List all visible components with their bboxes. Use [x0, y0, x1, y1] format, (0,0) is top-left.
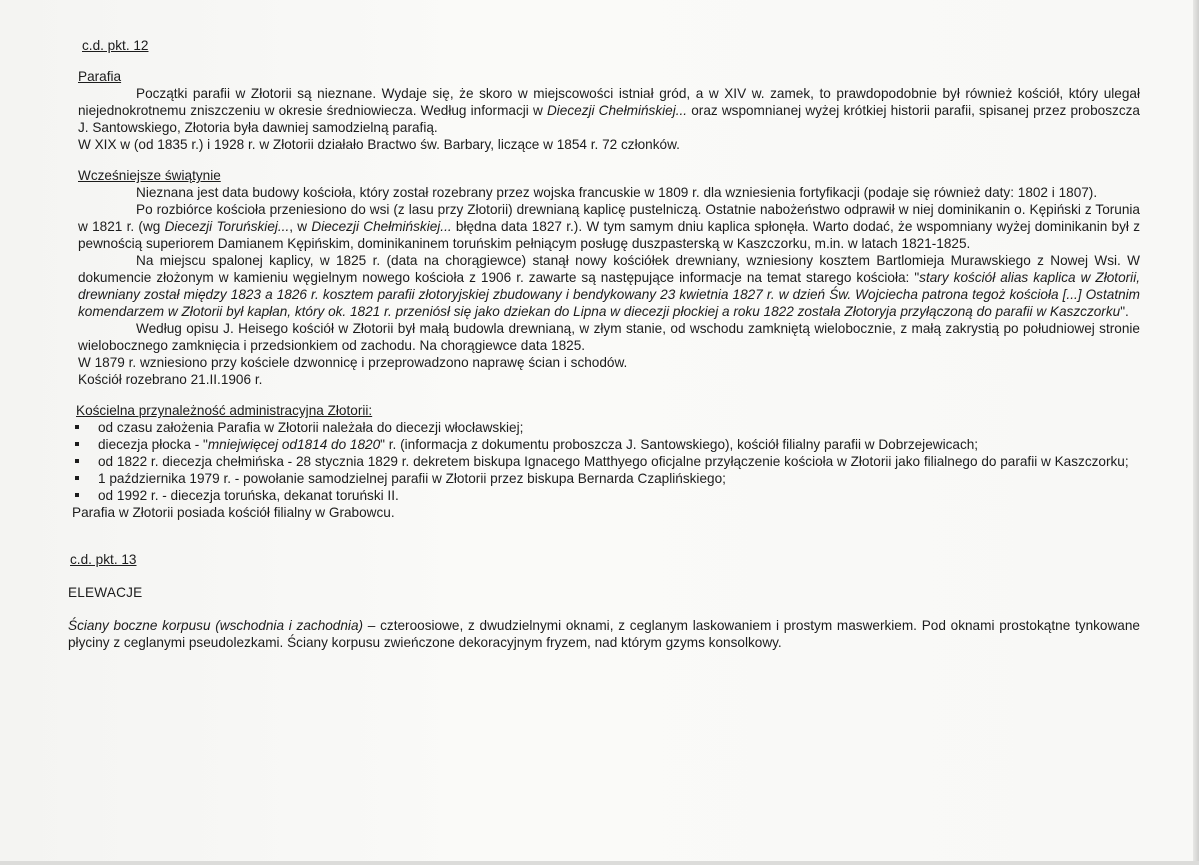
- parafia-paragraph-2: W XIX w (od 1835 r.) i 1928 r. w Złotorii działało Bractwo św. Barbary, liczące w 1854 r. 72 członków.: [78, 137, 680, 152]
- wczesniejsze-paragraph-2: [66, 201, 1140, 252]
- text-run: od 1822 r. diecezja chełmińska - 28 stycznia 1829 r. dekretem biskupa Ignacego Matthyego oficjalne przyłączenie kościoła w Złotorii jako filialnego do parafii w Kaszczorku;: [98, 454, 1129, 469]
- text-run: od czasu założenia Parafia w Złotorii należała do diecezji włocławskiej;: [98, 420, 524, 435]
- italic-run: Diecezji Chełmińskiej...: [311, 219, 452, 234]
- text-run: od 1992 r. - diecezja toruńska, dekanat toruński II.: [98, 488, 399, 503]
- page-edge-shadow: [1193, 0, 1199, 865]
- page-bottom-edge: [0, 861, 1199, 865]
- wczesniejsze-paragraph-4: Według opisu J. Heisego kościół w Złotorii był małą budowla drewnianą, w złym stanie, od wschodu zamkniętą wielobocznie, z małą zakrystią po południowej stronie wielobocznego zamknięcia i przedsionkiem od zachodu. Na chorągiewce data 1825.: [78, 321, 1140, 353]
- list-item: [74, 453, 1140, 470]
- text-run: 1 października 1979 r. - powołanie samodzielnej parafii w Złotorii przez biskupa Bernarda Czaplińskiego;: [98, 471, 726, 486]
- document-body: [66, 37, 1140, 651]
- text-run: , w: [289, 219, 312, 234]
- text-run: Początki parafii w Złotorii są nieznane. Wydaje się, że skoro w miejscowości istniał gród, a w XIV w. zamek, to prawdopodobnie był również kościół, który ulegał niejednokrotnemu zniszczeniu w okresie średniowiecza. Według informacji w: [78, 86, 1140, 118]
- heading-koscielna-przynaleznosc: Kościelna przynależność administracyjna Złotorii:: [76, 403, 373, 418]
- wczesniejsze-paragraph-3: [66, 252, 1140, 320]
- administrative-list: [66, 419, 1140, 504]
- list-item: [74, 419, 1140, 436]
- text-run: Po rozbiórce kościoła przeniesiono do wsi (z lasu przy Złotorii) drewnianą kaplicę pustelniczą. Ostatnie nabożeństwo odprawił w niej dominikanin o. Kępiński z Torunia w 1821 r. (wg: [78, 202, 1140, 234]
- heading-parafia: Parafia: [78, 69, 122, 84]
- italic-run: Diecezji Chełmińskiej...: [546, 103, 688, 118]
- text-run: Na miejscu spalonej kaplicy, w 1825 r. (data na chorągiewce) stanął nowy kościółek drewniany, wzniesiony kosztem Bartlomieja Murawskiego z Nowej Wsi. W dokumencie złożonym w kamieniu węgielnym nowego kościoła z 1906 r. zawarte są następujące informacje na temat starego kościoła: ": [78, 253, 1140, 285]
- wczesniejsze-paragraph-1: Nieznana jest data budowy kościoła, który został rozebrany przez wojska francuskie w 1809 r. dla wzniesienia fortyfikacji (podaje się również daty: 1802 i 1807).: [136, 185, 1098, 200]
- heading-elewacje: ELEWACJE: [68, 585, 143, 600]
- italic-quote: stary kościół alias kaplica w Złotorii, drewniany został między 1823 a 1826 r. kosztem parafii złotoryjskiej zbudowany i bendykowany 23 kwietnia 1827 r. w dzień Św. Wojciecha patrona tegoż kościoła [...] Ostatnim komendarzem w Złotorii był kapłan, który ok. 1821 r. przeniósł się jako dziekan do Lipna w diecezji płockiej a roku 1822 została Złotoryja przyłączoną do parafii w Kaszczorku: [78, 270, 1140, 319]
- italic-run: Ściany boczne korpusu (wschodnia i zachodnia): [68, 618, 364, 633]
- filial-church-note: Parafia w Złotorii posiada kościół filialny w Grabowcu.: [72, 505, 395, 520]
- italic-run: mniejwięcej od1814 do 1820: [207, 437, 381, 452]
- list-item: [74, 487, 1140, 504]
- elewacje-paragraph: [66, 617, 1140, 651]
- text-run: oraz wspomnianej wyżej krótkiej historii parafii, spisanej przez proboszcza J. Santowskiego, Złotoria była dawniej samodzielną parafią.: [78, 103, 1140, 135]
- section-ref-12: c.d. pkt. 12: [82, 38, 149, 53]
- text-run: błędna data 1827 r.). W tym samym dniu kaplica spłonęła. Warto dodać, że wspomniany wyżej dominikanin był z pewnością superiorem Damianem Kępińskim, dominikaninem toruńskim pełniącym posługę duszpasterską w Kaszczorku, m.in. w latach 1821-1825.: [78, 219, 1140, 251]
- parafia-paragraph-1: [66, 85, 1140, 136]
- list-item: [74, 436, 1140, 453]
- wczesniejsze-paragraph-5: W 1879 r. wzniesiono przy kościele dzwonnicę i przeprowadzono naprawę ścian i schodów.: [78, 355, 628, 370]
- italic-run: Diecezji Toruńskiej...: [164, 219, 290, 234]
- text-run: diecezja płocka - ": [98, 437, 208, 452]
- list-item: [74, 470, 1140, 487]
- text-run: ".: [1120, 304, 1129, 319]
- text-run: – czteroosiowe, z dwudzielnymi oknami, z ceglanym laskowaniem i prostym maswerkiem. Pod oknami prostokątne tynkowane płyciny z ceglanymi pseudolezkami. Ściany korpusu zwieńczone dekoracyjnym fryzem, nad którym gzyms konsolkowy.: [68, 618, 1140, 650]
- section-ref-13: c.d. pkt. 13: [70, 552, 137, 567]
- text-run: " r. (informacja z dokumentu proboszcza J. Santowskiego), kościół filialny parafii w Dobrzejewicach;: [380, 437, 979, 452]
- heading-wczesniejsze-swiatynie: Wcześniejsze świątynie: [78, 168, 221, 183]
- wczesniejsze-paragraph-6: Kościół rozebrano 21.II.1906 r.: [78, 372, 263, 387]
